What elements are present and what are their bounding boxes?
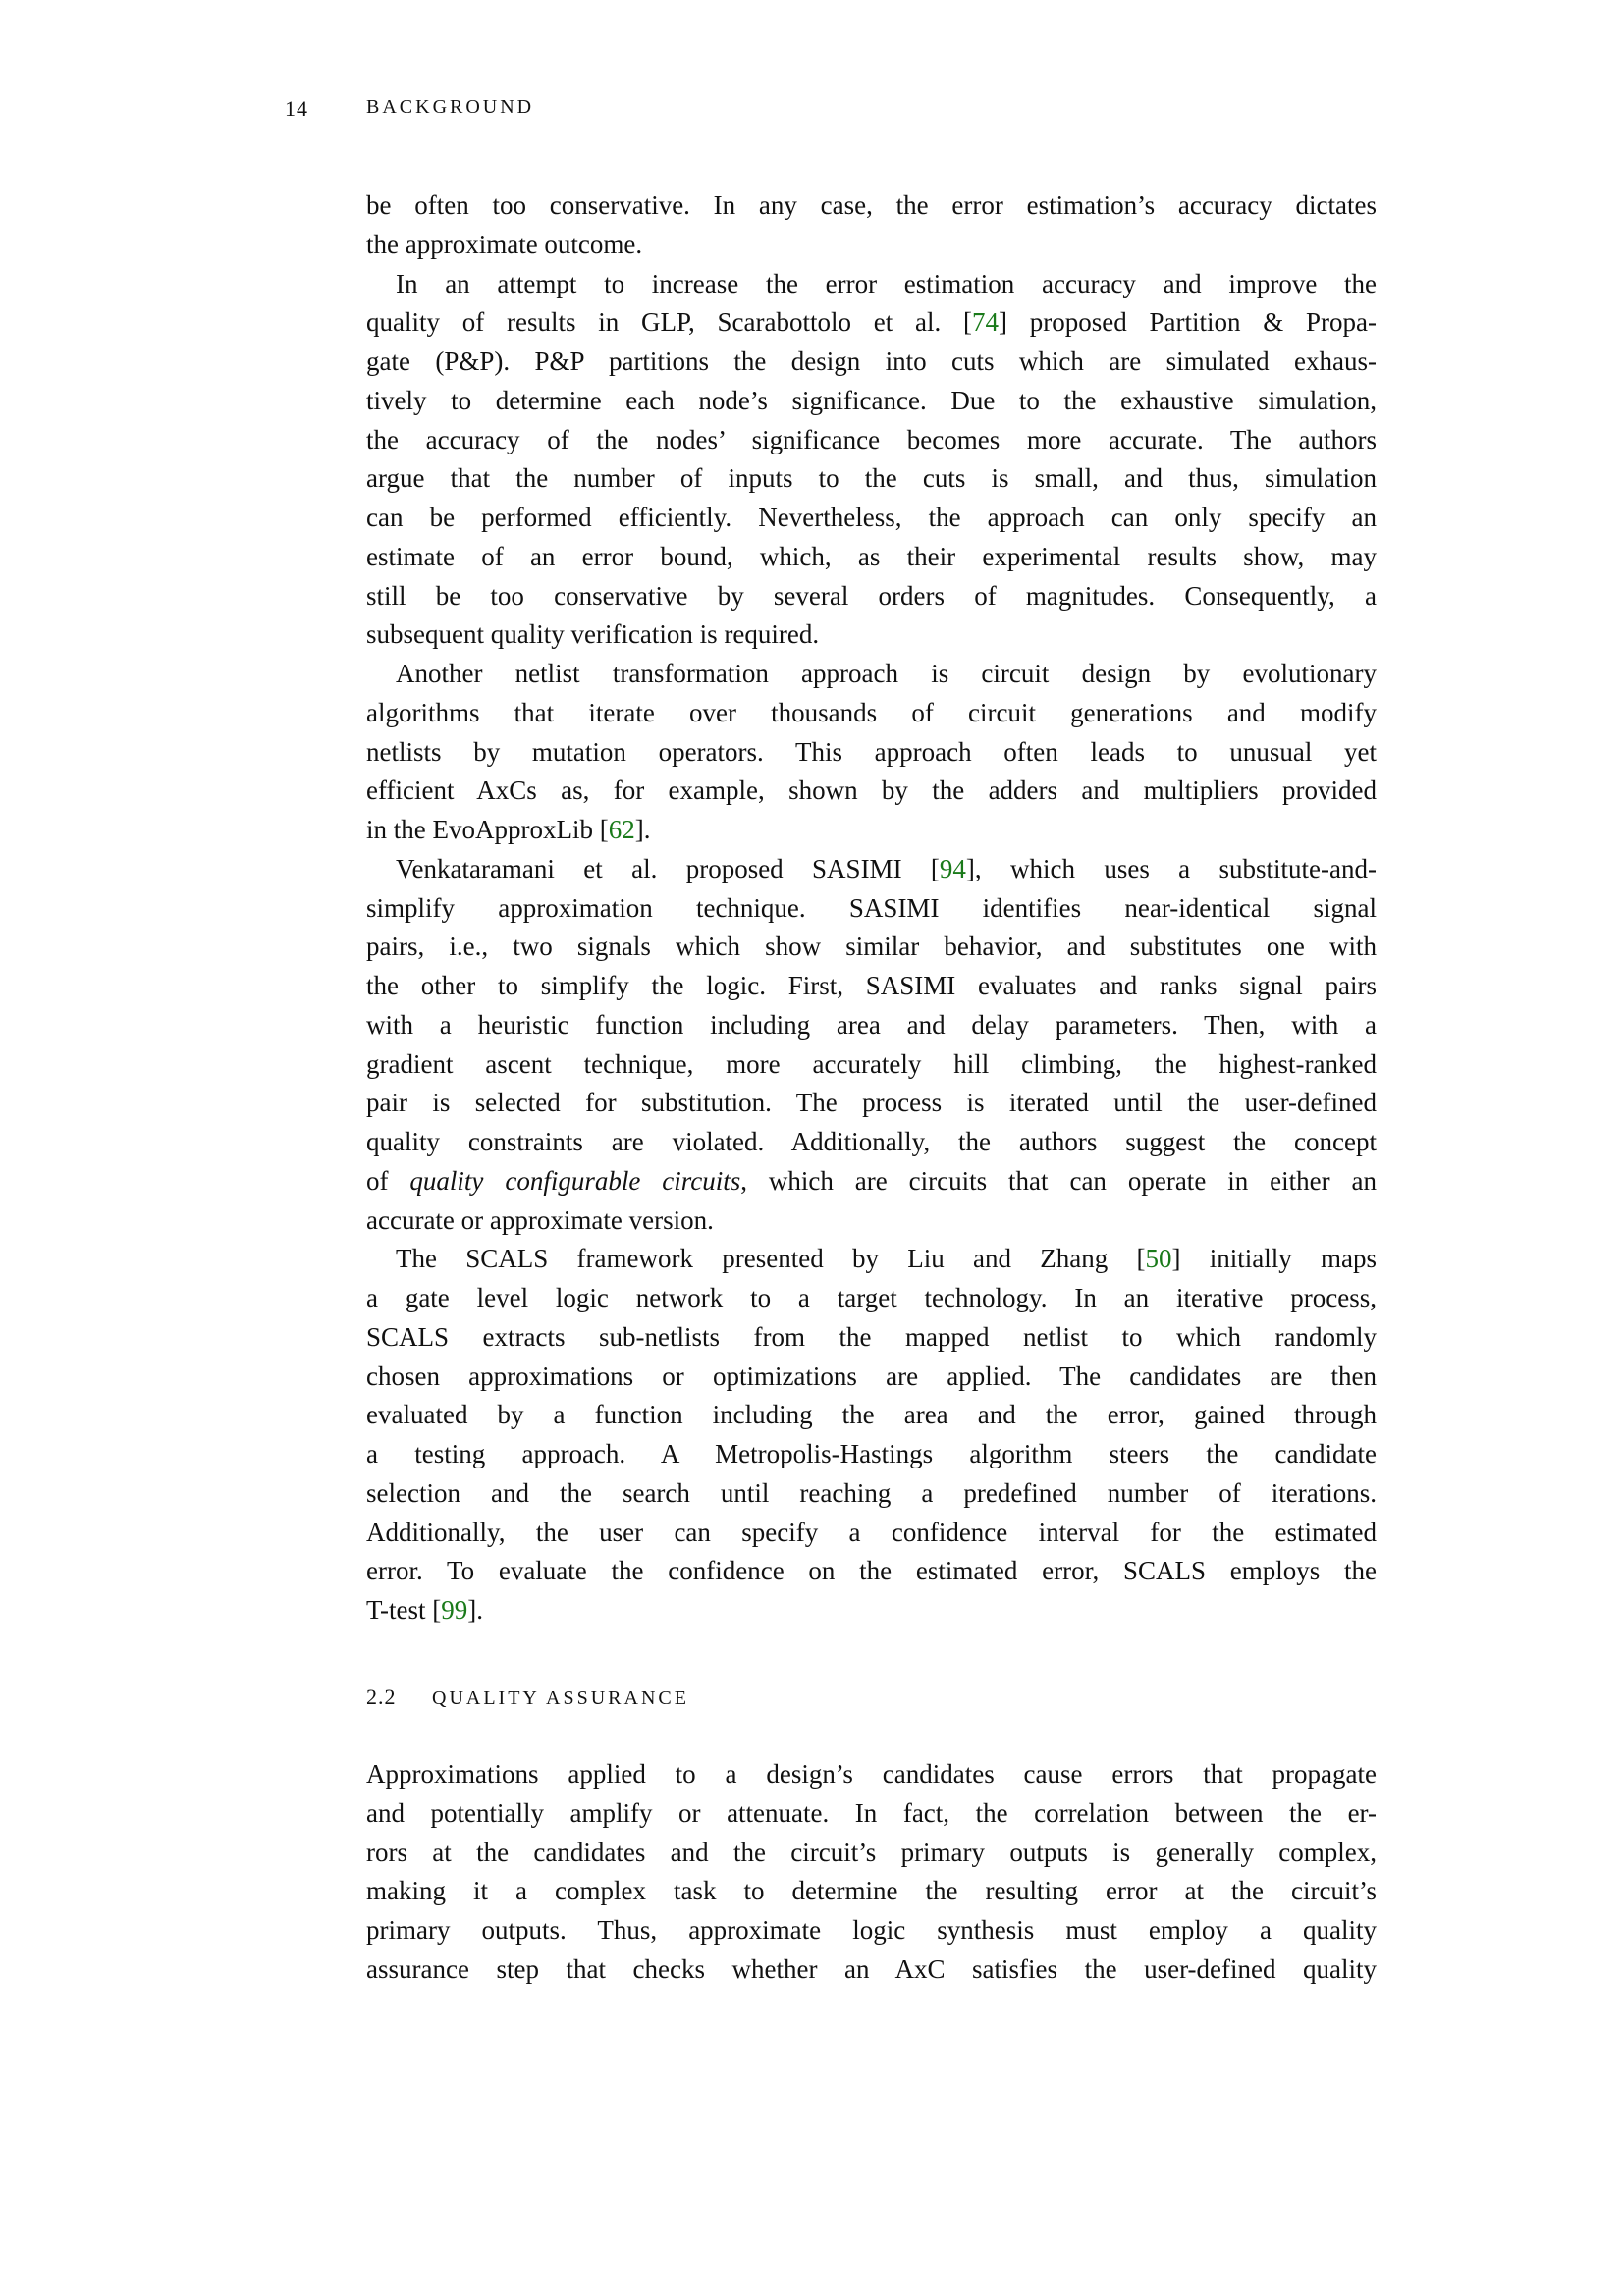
text-line: of quality configurable circuits, which are circuits that can operate in either an: [366, 1165, 1378, 1196]
text-line: T-test [99].: [366, 1595, 483, 1625]
text-line: be often too conservative. In any case, the error estimation’s accuracy dictates: [366, 190, 1377, 220]
text-line: and potentially amplify or attenuate. In fact, the correlation between the er-: [366, 1797, 1377, 1828]
section-number: 2.2: [366, 1684, 397, 1709]
text-line: gate (P&P). P&P partitions the design into cuts which are simulated exhaus-: [366, 347, 1377, 376]
text-line: SCALS extracts sub-netlists from the mapped netlist to which randomly: [366, 1321, 1377, 1352]
text-line: accurate or approximate version.: [366, 1204, 714, 1235]
text-line: Approximations applied to a design’s candidates cause errors that propagate: [366, 1759, 1377, 1789]
text-line: algorithms that iterate over thousands of circuit generations and modify: [366, 697, 1377, 727]
text-line: the other to simplify the logic. First, SASIMI evaluates and ranks signal pairs: [366, 971, 1377, 1000]
text-line: quality of results in GLP, Scarabottolo et al. [74] proposed Partition & Propa-: [366, 307, 1377, 338]
text-line: netlists by mutation operators. This approach often leads to unusual yet: [366, 736, 1377, 767]
text-line: in the EvoApproxLib [62].: [366, 815, 651, 844]
text-line: simplify approximation technique. SASIMI identifies near-identical signal: [366, 892, 1377, 923]
text-line: pair is selected for substitution. The process is iterated until the user-defined: [366, 1088, 1377, 1118]
text-line: still be too conservative by several orders of magnitudes. Consequently, a: [366, 580, 1377, 611]
text-line: rors at the candidates and the circuit’s primary outputs is generally complex,: [366, 1837, 1377, 1867]
text-line: In an attempt to increase the error estimation accuracy and improve the: [396, 268, 1377, 298]
text-line: making it a complex task to determine the resulting error at the circuit’s: [366, 1876, 1377, 1906]
text-line: can be performed efficiently. Nevertheless, the approach can only specify an: [366, 503, 1377, 532]
text-line: assurance step that checks whether an AxC satisfies the user-defined quality: [366, 1953, 1377, 1984]
text-line: quality constraints are violated. Additionally, the authors suggest the concept: [366, 1127, 1377, 1156]
text-line: primary outputs. Thus, approximate logic synthesis must employ a quality: [366, 1915, 1377, 1945]
text-line: Venkataramani et al. proposed SASIMI [94], which uses a substitute-and-: [396, 853, 1377, 883]
text-line: argue that the number of inputs to the cuts is small, and thus, simulation: [366, 463, 1377, 494]
text-line: evaluated by a function including the area and the error, gained through: [366, 1400, 1377, 1430]
text-line: the approximate outcome.: [366, 229, 643, 259]
section-title: QUALITY ASSURANCE: [432, 1687, 689, 1709]
text-line: pairs, i.e., two signals which show similar behavior, and substitutes one with: [366, 932, 1377, 962]
text-line: chosen approximations or optimizations are applied. The candidates are then: [366, 1361, 1377, 1391]
text-line: selection and the search until reaching a predefined number of iterations.: [366, 1477, 1377, 1508]
citation-link[interactable]: 74: [972, 307, 999, 338]
text-line: estimate of an error bound, which, as their experimental results show, may: [366, 541, 1377, 571]
body-text-block: [366, 187, 1377, 1630]
text-line: Another netlist transformation approach is circuit design by evolutionary: [396, 659, 1377, 688]
citation-link[interactable]: 99: [441, 1595, 468, 1625]
text-line: subsequent quality verification is required.: [366, 619, 820, 650]
citation-link[interactable]: 94: [939, 853, 966, 883]
text-line: tively to determine each node’s significance. Due to the exhaustive simulation,: [366, 385, 1377, 415]
citation-link[interactable]: 50: [1145, 1244, 1172, 1274]
body-text-block: [366, 1755, 1377, 1990]
citation-link[interactable]: 62: [608, 815, 635, 844]
text-line: The SCALS framework presented by Liu and Zhang [50] initially maps: [396, 1244, 1377, 1274]
emphasized-term: quality configurable circuits: [409, 1165, 741, 1196]
text-line: efficient AxCs as, for example, shown by the adders and multipliers provided: [366, 775, 1377, 806]
text-line: gradient ascent technique, more accurately hill climbing, the highest-ranked: [366, 1048, 1377, 1079]
running-header: BACKGROUND: [366, 96, 535, 118]
text-line: Additionally, the user can specify a confidence interval for the estimated: [366, 1517, 1377, 1547]
section-heading: [366, 1684, 689, 1710]
text-line: with a heuristic function including area and delay parameters. Then, with a: [366, 1009, 1377, 1040]
text-line: error. To evaluate the confidence on the estimated error, SCALS employs the: [366, 1556, 1377, 1586]
text-line: a gate level logic network to a target technology. In an iterative process,: [366, 1283, 1377, 1312]
page-number: 14: [285, 96, 308, 121]
text-line: a testing approach. A Metropolis-Hastings algorithm steers the candidate: [366, 1439, 1377, 1468]
text-line: the accuracy of the nodes’ significance becomes more accurate. The authors: [366, 424, 1377, 454]
